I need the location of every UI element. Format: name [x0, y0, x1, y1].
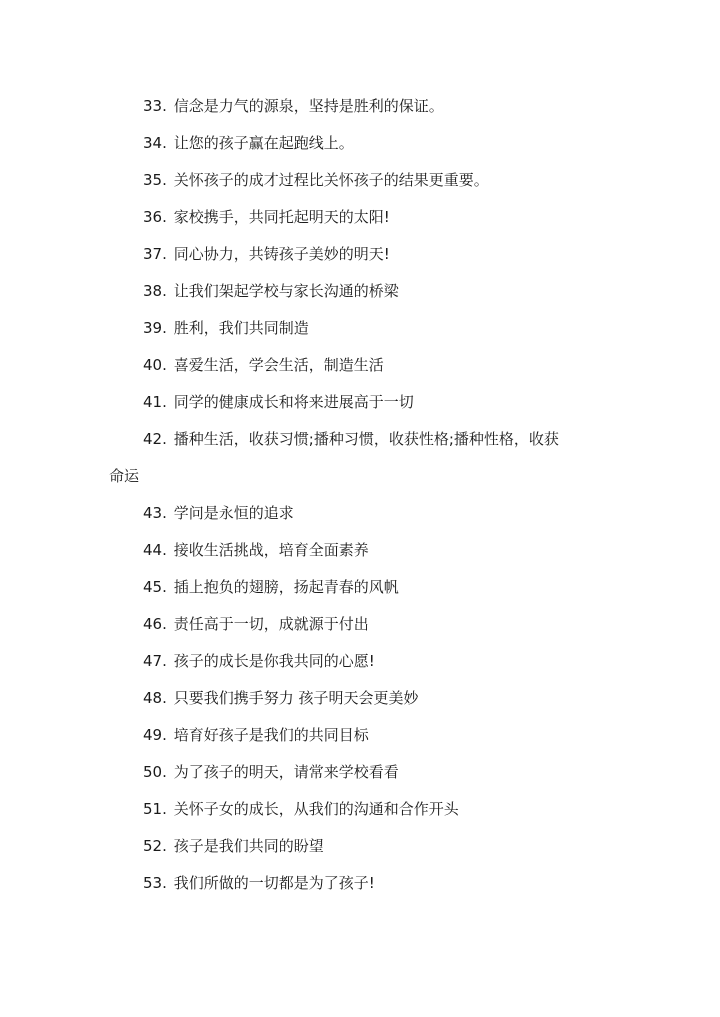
list-item: [0, 88, 720, 125]
item-text: 喜爱生活，学会生活，制造生活: [173, 356, 384, 374]
item-number: 42.: [143, 430, 167, 448]
list-item: [0, 310, 720, 347]
list-item: [0, 384, 720, 421]
item-text: 播种生活，收获习惯;播种习惯，收获性格;播种性格，收获: [173, 430, 559, 448]
item-text: 接收生活挑战，培育全面素养: [173, 541, 369, 559]
item-number: 34.: [143, 134, 167, 152]
item-text: 同心协力，共铸孩子美妙的明天!: [173, 245, 390, 263]
list-item: [0, 643, 720, 680]
item-number: 51.: [143, 800, 167, 818]
item-number: 46.: [143, 615, 167, 633]
item-text: 责任高于一切，成就源于付出: [173, 615, 369, 633]
item-number: 53.: [143, 874, 167, 892]
list-item: [0, 347, 720, 384]
list-item: [0, 495, 720, 532]
item-text: 只要我们携手努力 孩子明天会更美妙: [173, 689, 419, 707]
list-item: [0, 606, 720, 643]
item-text: 培育好孩子是我们的共同目标: [173, 726, 369, 744]
item-text: 让我们架起学校与家长沟通的桥梁: [173, 282, 399, 300]
list-item: [0, 754, 720, 791]
item-text: 家校携手，共同托起明天的太阳!: [173, 208, 390, 226]
item-text: 关怀孩子的成才过程比关怀孩子的结果更重要。: [173, 171, 489, 189]
item-number: 36.: [143, 208, 167, 226]
item-text: 让您的孩子赢在起跑线上。: [173, 134, 354, 152]
item-text: 插上抱负的翅膀，扬起青春的风帆: [173, 578, 399, 596]
slogan-list: [0, 88, 720, 902]
item-number: 47.: [143, 652, 167, 670]
list-item: [0, 569, 720, 606]
item-text: 信念是力气的源泉，坚持是胜利的保证。: [173, 97, 444, 115]
item-text: 学问是永恒的追求: [173, 504, 294, 522]
item-text: 孩子是我们共同的盼望: [173, 837, 324, 855]
list-item: [0, 125, 720, 162]
item-number: 40.: [143, 356, 167, 374]
item-text: 胜利，我们共同制造: [173, 319, 309, 337]
list-item: [0, 162, 720, 199]
item-number: 52.: [143, 837, 167, 855]
item-number: 39.: [143, 319, 167, 337]
item-text: 关怀子女的成长，从我们的沟通和合作开头: [173, 800, 459, 818]
list-item: [0, 791, 720, 828]
list-item: [0, 828, 720, 865]
list-item: [0, 532, 720, 569]
item-text: 我们所做的一切都是为了孩子!: [173, 874, 375, 892]
item-number: 33.: [143, 97, 167, 115]
item-line: [143, 421, 720, 458]
item-number: 49.: [143, 726, 167, 744]
item-number: 43.: [143, 504, 167, 522]
item-number: 44.: [143, 541, 167, 559]
item-number: 41.: [143, 393, 167, 411]
list-item: [0, 717, 720, 754]
list-item: [0, 865, 720, 902]
list-item: [0, 236, 720, 273]
item-number: 35.: [143, 171, 167, 189]
list-item: [0, 273, 720, 310]
item-text: 孩子的成长是你我共同的心愿!: [173, 652, 375, 670]
item-number: 45.: [143, 578, 167, 596]
list-item: [0, 680, 720, 717]
item-text: 为了孩子的明天，请常来学校看看: [173, 763, 399, 781]
list-item: [0, 199, 720, 236]
list-item: [0, 421, 720, 495]
item-number: 48.: [143, 689, 167, 707]
item-number: 37.: [143, 245, 167, 263]
item-text: 同学的健康成长和将来进展高于一切: [173, 393, 414, 411]
item-number: 50.: [143, 763, 167, 781]
item-text-continuation: 命运: [109, 467, 140, 485]
item-number: 38.: [143, 282, 167, 300]
